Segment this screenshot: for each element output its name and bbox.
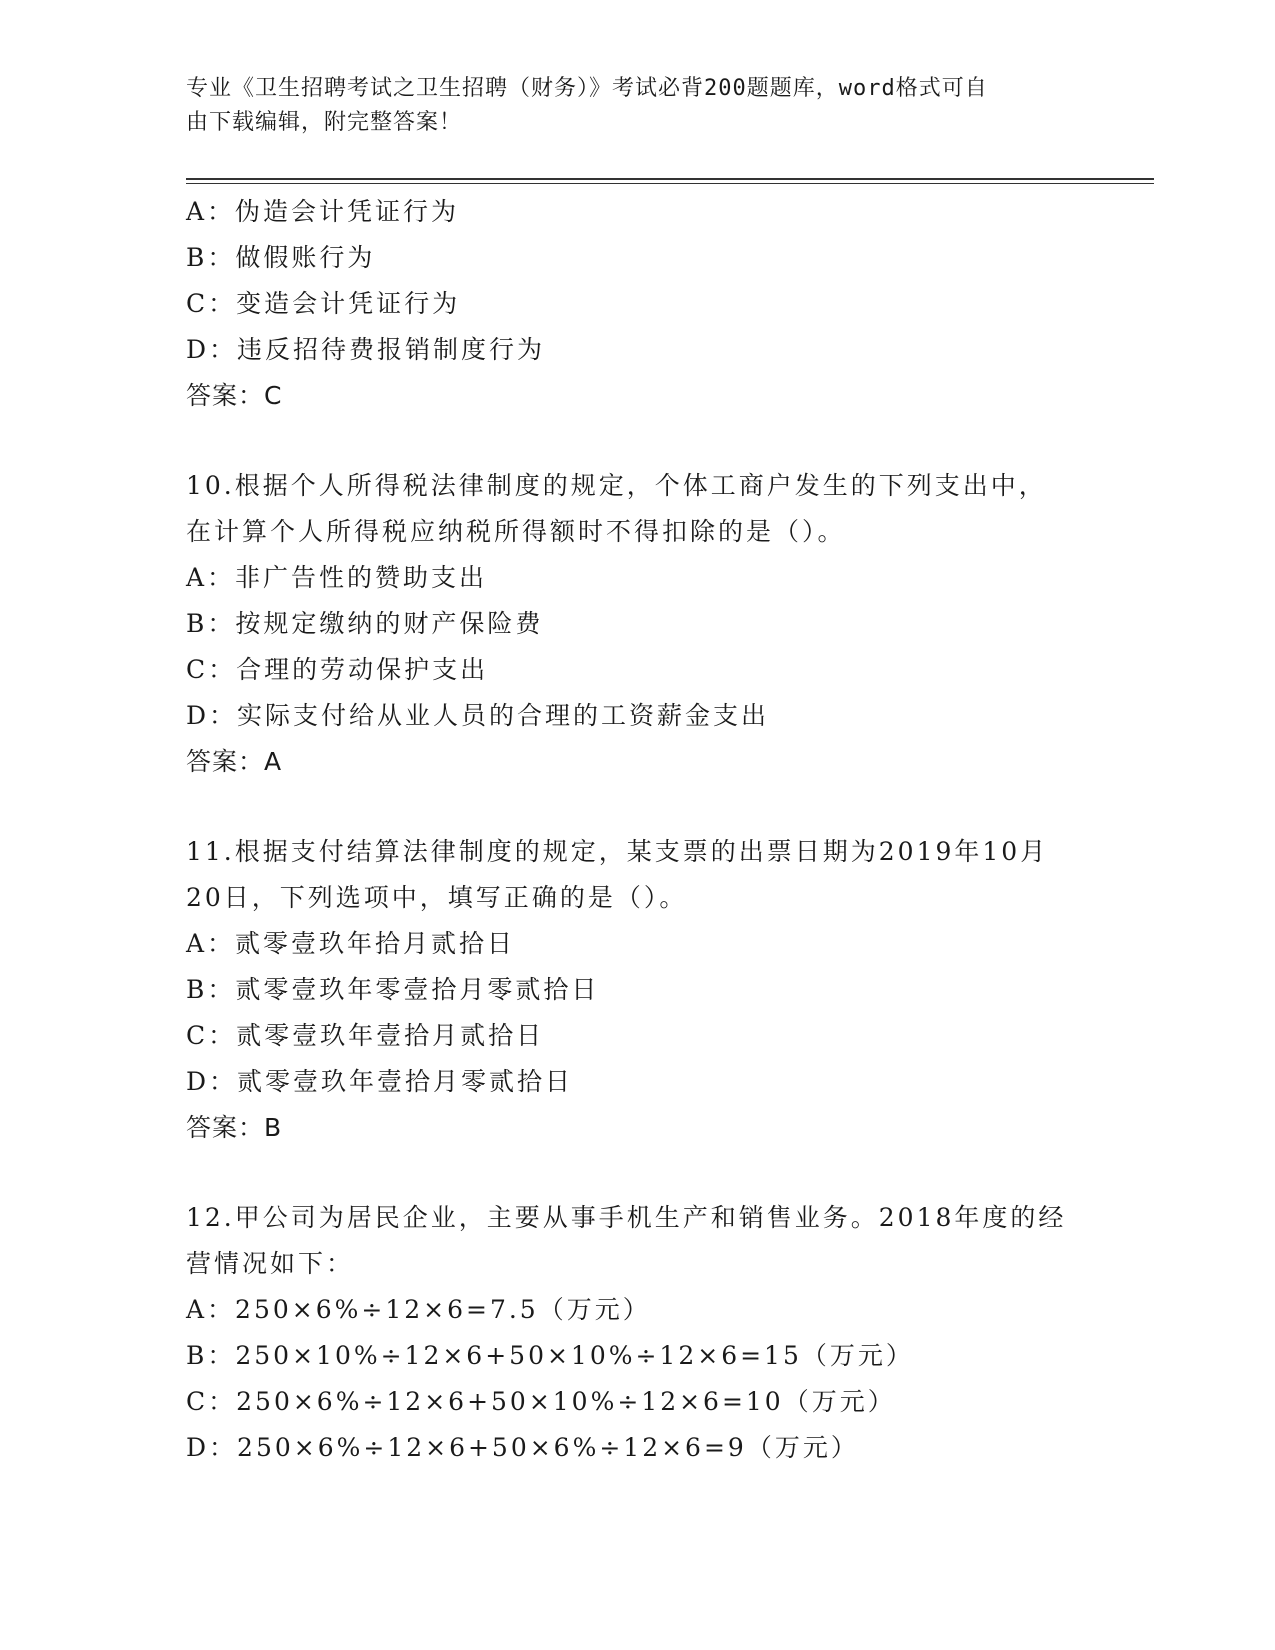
option-d: D：违反招待费报销制度行为 bbox=[186, 335, 546, 364]
option-d: D：贰零壹玖年壹拾月零贰拾日 bbox=[186, 1067, 574, 1096]
option-d: D：实际支付给从业人员的合理的工资薪金支出 bbox=[186, 701, 770, 730]
question-stem-line-1: 12.甲公司为居民企业，主要从事手机生产和销售业务。2018年度的经 bbox=[186, 1203, 1067, 1232]
question-stem-line-2: 20日，下列选项中，填写正确的是（）。 bbox=[186, 883, 688, 912]
option-b: B：贰零壹玖年零壹拾月零贰拾日 bbox=[186, 975, 600, 1004]
option-b: B：做假账行为 bbox=[186, 243, 376, 272]
option-d: D：250×6%÷12×6+50×6%÷12×6=9（万元） bbox=[186, 1433, 859, 1462]
question-block-10 bbox=[186, 463, 1086, 785]
option-b: B：250×10%÷12×6+50×10%÷12×6=15（万元） bbox=[186, 1341, 914, 1370]
option-c: C：250×6%÷12×6+50×10%÷12×6=10（万元） bbox=[186, 1387, 896, 1416]
option-c: C：合理的劳动保护支出 bbox=[186, 655, 489, 684]
option-a: A：250×6%÷12×6=7.5（万元） bbox=[186, 1295, 651, 1324]
answer-line: 答案：A bbox=[186, 747, 283, 776]
option-a: A：非广告性的赞助支出 bbox=[186, 563, 488, 592]
option-c: C：贰零壹玖年壹拾月贰拾日 bbox=[186, 1021, 545, 1050]
option-a: A：贰零壹玖年拾月贰拾日 bbox=[186, 929, 516, 958]
option-c: C：变造会计凭证行为 bbox=[186, 289, 461, 318]
question-block-12 bbox=[186, 1195, 1086, 1471]
option-b: B：按规定缴纳的财产保险费 bbox=[186, 609, 544, 638]
option-a: A：伪造会计凭证行为 bbox=[186, 197, 460, 226]
question-block-9 bbox=[186, 189, 1086, 419]
question-block-11 bbox=[186, 829, 1086, 1151]
question-stem-line-1: 10.根据个人所得税法律制度的规定，个体工商户发生的下列支出中， bbox=[186, 471, 1047, 500]
header-line-2: 由下载编辑，附完整答案！ bbox=[186, 110, 463, 135]
answer-line: 答案：B bbox=[186, 1113, 283, 1142]
header-divider-thin bbox=[186, 183, 1154, 184]
header-line-1: 专业《卫生招聘考试之卫生招聘（财务）》考试必背200题题库，word格式可自 bbox=[186, 76, 988, 101]
answer-line: 答案：C bbox=[186, 381, 283, 410]
document-header bbox=[186, 72, 1086, 140]
question-list bbox=[186, 189, 1086, 1471]
question-stem-line-2: 营情况如下： bbox=[186, 1249, 355, 1278]
header-divider-thick bbox=[186, 178, 1154, 180]
question-stem-line-2: 在计算个人所得税应纳税所得额时不得扣除的是（）。 bbox=[186, 517, 846, 546]
question-stem-line-1: 11.根据支付结算法律制度的规定，某支票的出票日期为2019年10月 bbox=[186, 837, 1049, 866]
